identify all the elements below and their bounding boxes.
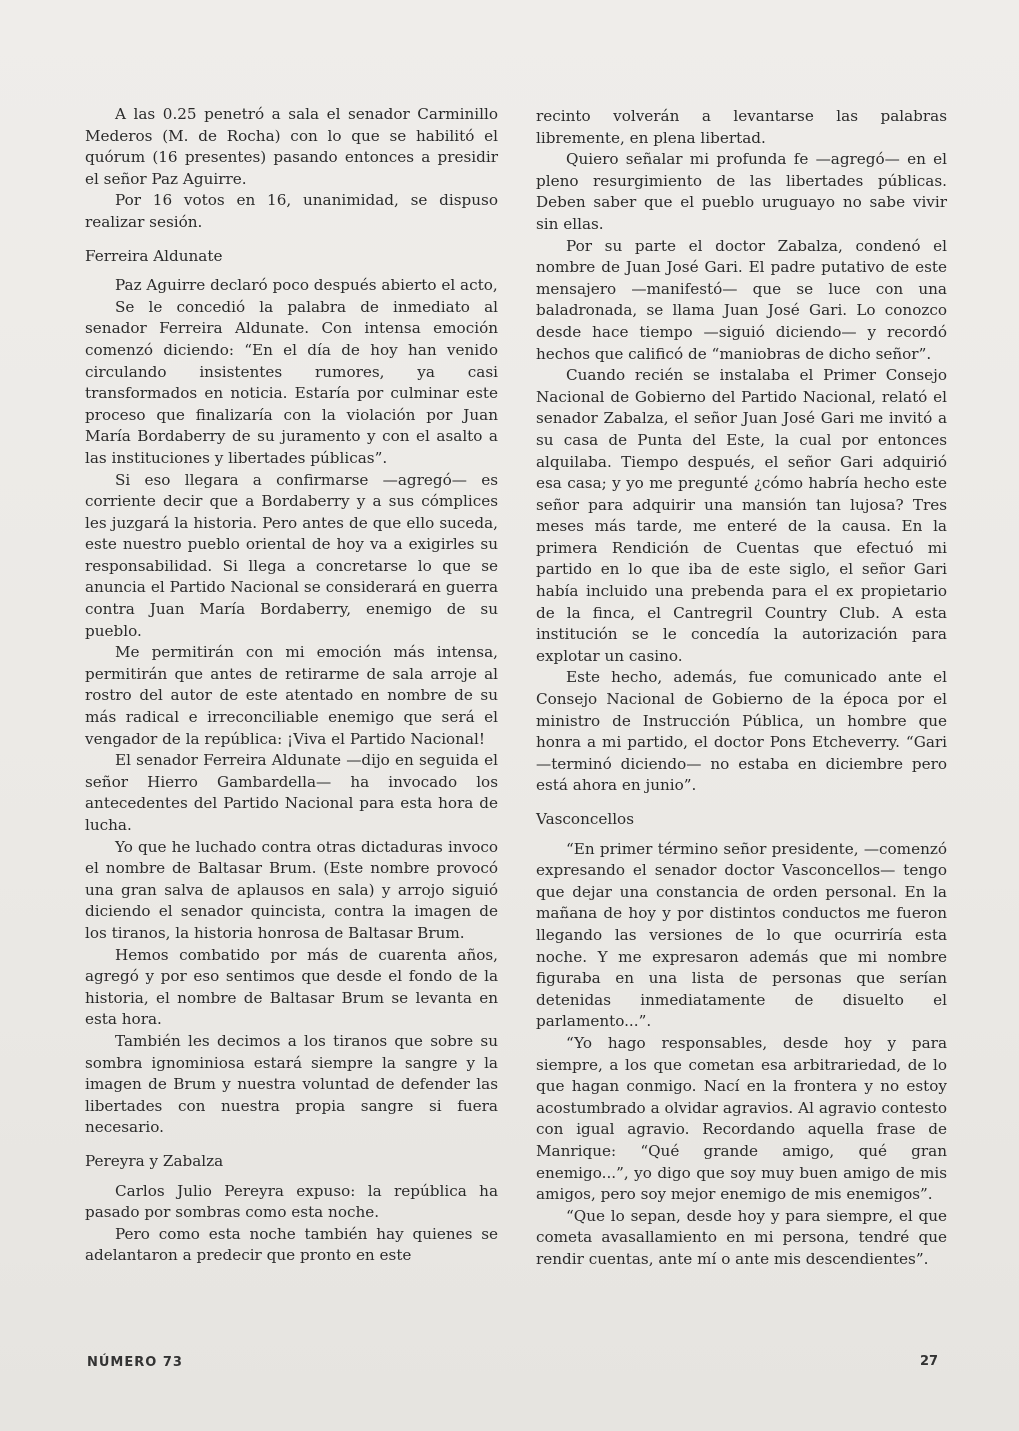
paragraph: Si eso llegara a confirmarse —agregó— es corriente decir que a Bordaberry y a sus cómplices les juzgará la historia. Pero antes de que ello suceda, este nuestro pueblo oriental de hoy va a exigirles su responsabilidad. Si llega a concretarse lo que se anuncia el Partido Nacional se considerará en guerra contra Juan María Bordaberry, enemigo de su pueblo.: [85, 470, 498, 640]
paragraph: Por 16 votos en 16, unanimidad, se dispuso realizar sesión.: [85, 191, 498, 231]
paragraph: El senador Ferreira Aldunate —dijo en seguida el señor Hierro Gambardella— ha invocado los antecedentes del Partido Nacional para esta hora de lucha.: [85, 751, 498, 834]
section-heading: Pereyra y Zabalza: [85, 1151, 224, 1170]
paragraph: Pero como esta noche también hay quienes se adelantaron a predecir que pronto en este: [85, 1224, 498, 1265]
paragraph: Carlos Julio Pereyra expuso: la república ha pasado por sombras como esta noche.: [85, 1181, 498, 1222]
paragraph: También les decimos a los tiranos que sobre su sombra ignominiosa estará siempre la sangre y la imagen de Brum y nuestra voluntad de defender las libertades con nuestra propia sangre si fuera necesario.: [85, 1031, 498, 1137]
paragraph: Hemos combatido por más de cuarenta años, agregó y por eso sentimos que desde el fondo de la historia, el nombre de Baltasar Brum se levanta en esta hora.: [85, 945, 498, 1029]
left-column: [85, 104, 498, 1267]
paragraph: Por su parte el doctor Zabalza, condenó el nombre de Juan José Gari. El padre putativo de este mensajero —manifestó— que se luce con una baladronada, se llama Juan José Gari. Lo conozco desde hace tiempo —siguió diciendo— y recordó hechos que calificó de “maniobras de dicho señor”.: [536, 236, 947, 363]
paragraph: Cuando recién se instalaba el Primer Consejo Nacional de Gobierno del Partido Nacional, relató el senador Zabalza, el señor Juan José Gari me invitó a su casa de Punta del Este, la cual por entonces alquilaba. Tiempo después, el señor Gari adquirió esa casa; y yo me pregunté ¿cómo habría hecho este señor para adquirir una mansión tan lujosa? Tres meses más tarde, me enteré de la causa. En la primera Rendición de Cuentas que efectuó mi partido en lo que iba de este siglo, el señor Gari había incluido una prebenda para el ex propietario de la finca, el Cantregril Country Club. A esta institución se le concedía la autorización para explotar un casino.: [536, 366, 947, 665]
paragraph: Me permitirán con mi emoción más intensa, permitirán que antes de retirarme de sala arroje al rostro del autor de este atentado en nombre de su más radical e irreconciliable enemigo que será el vengador de la república: ¡Viva el Partido Nacional!: [85, 643, 498, 748]
paragraph: A las 0.25 penetró a sala el senador Carminillo Mederos (M. de Rocha) con lo que se habilitó el quórum (16 presentes) pasando entonces a presidir el señor Paz Aguirre.: [85, 105, 498, 188]
paragraph: “En primer término señor presidente, —comenzó expresando el senador doctor Vasconcellos— tengo que dejar una constancia de orden personal. En la mañana de hoy y por distintos conductos me fueron llegando las versiones de lo que ocurriría esta noche. Y me expresaron además que mi nombre figuraba en una lista de personas que serían detenidas inmediatamente de disuelto el parlamento...”.: [536, 839, 947, 1031]
section-heading: Vasconcellos: [536, 810, 634, 828]
paragraph: Quiero señalar mi profunda fe —agregó— en el pleno resurgimiento de las libertades públicas. Deben saber que el pueblo uruguayo no sabe vivir sin ellas.: [536, 150, 947, 233]
paragraph: Se le concedió la palabra de inmediato al senador Ferreira Aldunate. Con intensa emoción comenzó diciendo: “En el día de hoy han venido circulando insistentes rumores, ya casi transformados en noticia. Estaría por culminar este proceso que finalizaría con la violación por Juan María Bordaberry de su juramento y con el asalto a las instituciones y libertades públicas”.: [85, 297, 498, 467]
right-column: [536, 106, 947, 1270]
paragraph: recinto volverán a levantarse las palabras libremente, en plena libertad.: [536, 107, 947, 147]
paragraph: “Yo hago responsables, desde hoy y para siempre, a los que cometan esa arbitrariedad, de lo que hagan conmigo. Nací en la frontera y no estoy acostumbrado a olvidar agravios. Al agravio contesto con igual agravio. Recordando aquella frase de Manrique: “Qué grande amigo, qué gran enemigo...”, yo digo que soy muy buen amigo de mis amigos, pero soy mejor enemigo de mis enemigos”.: [536, 1033, 947, 1204]
paragraph: “Que lo sepan, desde hoy y para siempre, el que cometa avasallamiento en mi persona, tendré que rendir cuentas, ante mí o ante mis descendientes”.: [536, 1206, 947, 1268]
paragraph: Yo que he luchado contra otras dictaduras invoco el nombre de Baltasar Brum. (Este nombre provocó una gran salva de aplausos en sala) y arrojo siguió diciendo el senador quincista, contra la imagen de los tiranos, la historia honrosa de Baltasar Brum.: [85, 837, 498, 942]
paragraph: Este hecho, además, fue comunicado ante el Consejo Nacional de Gobierno de la época por el ministro de Instrucción Pública, un hombre que honra a mi partido, el doctor Pons Etcheverry. “Gari —terminó diciendo— no estaba en diciembre pero está ahora en junio”.: [536, 668, 947, 795]
paragraph: Paz Aguirre declaró poco después abierto el acto,: [115, 276, 498, 295]
page-number: 27: [920, 1354, 939, 1369]
section-heading: Ferreira Aldunate: [85, 246, 223, 265]
issue-number: NÚMERO 73: [87, 1355, 183, 1370]
